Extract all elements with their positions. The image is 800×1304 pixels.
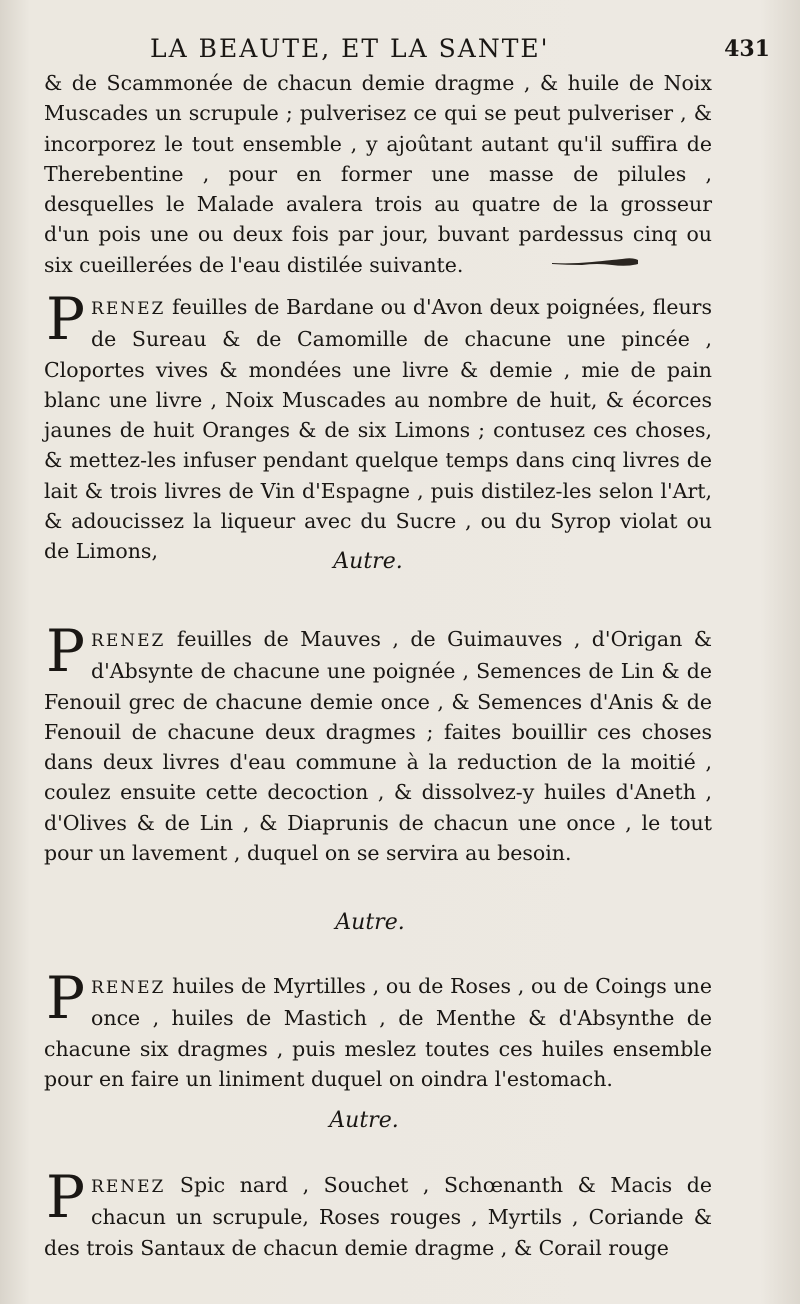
recipe-body: feuilles de Bardane ou d'Avon deux poignées, fleurs de Sureau & de Camomille de chacune une pincée , Cloportes vives & mondées une livre & demie , mie de pain blanc une livre , Noix Muscades au nombre de huit, & écorces jaunes de huit Oranges & de six Limons ; contusez ces choses, & mettez-les infuser pendant quelque temps dans cinq livres de lait & trois livres de Vin d'Espagne , puis distilez-les selon l'Art, & adoucissez la liqueur avec du Sucre , ou du Syrop violat ou de Limons, bbox=[44, 295, 712, 564]
section-subhead: Autre. bbox=[329, 1108, 399, 1133]
recipe-body: huiles de Myrtilles , ou de Roses , ou de Coings une once , huiles de Mastich , de Menthe & d'Absynthe de chacune six dragmes , puis meslez toutes ces huiles ensemble pour en faire un liniment duquel on oindra l'estomach. bbox=[44, 974, 712, 1091]
recipe-lead-word: RENEZ bbox=[91, 631, 166, 651]
running-head: LA BEAUTE, ET LA SANTE' bbox=[150, 34, 550, 63]
recipe-lead-word: RENEZ bbox=[91, 978, 166, 998]
section-subhead: Autre. bbox=[335, 910, 405, 935]
recipe-lead-word: RENEZ bbox=[91, 1177, 166, 1197]
page-number: 431 bbox=[724, 36, 770, 62]
recipe-body: Spic nard , Souchet , Schœnanth & Macis de chacun un scrupule, Roses rouges , Myrtils , Coriande & des trois Santaux de chacun demie dragme , & Corail rouge bbox=[44, 1173, 712, 1260]
recipe-body: feuilles de Mauves , de Guimauves , d'Origan & d'Absynte de chacune une poignée , Semences de Lin & de Fenouil grec de chacune demie once , & Semences d'Anis & de Fenouil de chacune deux dragmes ; faites bouillir ces choses dans deux livres d'eau commune à la reduction de la moitié , coulez ensuite cette decoction , & dissolvez-y huiles d'Aneth , d'Olives & de Lin , & Diaprunis de chacun une once , le tout pour un lavement , duquel on se servira au besoin. bbox=[44, 627, 712, 866]
drop-initial: P bbox=[46, 285, 86, 353]
drop-initial: P bbox=[46, 617, 86, 685]
drop-initial: P bbox=[46, 1163, 86, 1231]
page-header bbox=[150, 34, 770, 70]
recipe-paragraph bbox=[44, 285, 712, 567]
ink-ornament-icon bbox=[552, 255, 638, 267]
drop-initial: P bbox=[46, 964, 86, 1032]
recipe-paragraph bbox=[44, 617, 712, 868]
recipe-paragraph bbox=[44, 964, 712, 1094]
recipe-lead-word: RENEZ bbox=[91, 299, 166, 319]
continued-paragraph: & de Scammonée de chacun demie dragme , & huile de Noix Muscades un scrupule ; pulverisez ce qui se peut pulveriser , & incorporez le tout ensemble , y ajoûtant autant qu'il suffira de Therebentine , pour en former une masse de pilules , desquelles le Malade avalera trois au quatre de la grosseur d'un pois une ou deux fois par jour, buvant pardessus cinq ou six cueillerées de l'eau distilée suivante. bbox=[44, 71, 712, 277]
recipe-paragraph bbox=[44, 1163, 712, 1263]
section-subhead: Autre. bbox=[333, 549, 403, 574]
